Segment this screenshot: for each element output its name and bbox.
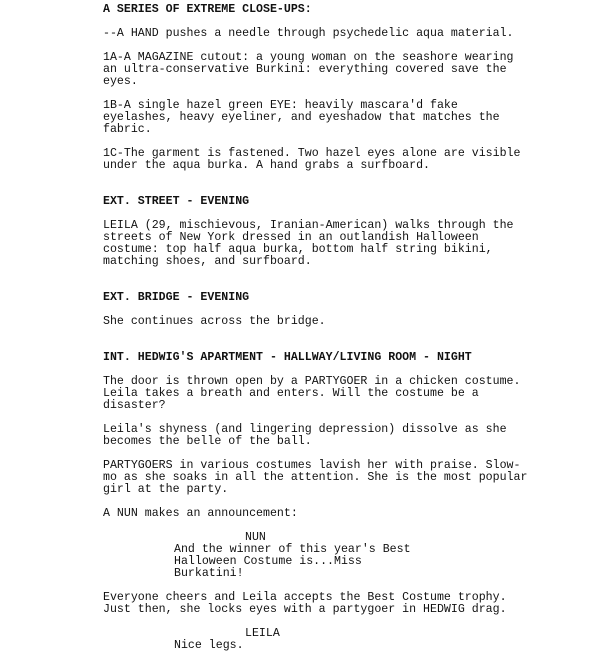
action-line: costume: top half aqua burka, bottom half string bikini, <box>103 243 493 256</box>
character-name-nun: NUN <box>245 531 266 544</box>
action-line: The door is thrown open by a PARTYGOER in a chicken costume. <box>103 375 521 388</box>
action-line: Just then, she locks eyes with a partygoer in HEDWIG drag. <box>103 603 507 616</box>
action-line: --A HAND pushes a needle through psychedelic aqua material. <box>103 27 514 40</box>
action-line: Leila's shyness (and lingering depression) dissolve as she <box>103 423 507 436</box>
action-line: 1A-A MAGAZINE cutout: a young woman on the seashore wearing <box>103 51 514 64</box>
action-line: disaster? <box>103 399 166 412</box>
action-line: girl at the party. <box>103 483 229 496</box>
heading-close-ups: A SERIES OF EXTREME CLOSE-UPS: <box>103 3 312 16</box>
dialogue-line: And the winner of this year's Best <box>174 543 411 556</box>
action-line: matching shoes, and surfboard. <box>103 255 312 268</box>
character-name-leila: LEILA <box>245 627 280 640</box>
scene-heading-street: EXT. STREET - EVENING <box>103 195 250 208</box>
action-line: LEILA (29, mischievous, Iranian-American) walks through the <box>103 219 514 232</box>
action-line: She continues across the bridge. <box>103 315 326 328</box>
dialogue-line: Halloween Costume is...Miss <box>174 555 362 568</box>
dialogue-line: Nice legs. <box>174 639 244 652</box>
dialogue-line: Burkatini! <box>174 567 244 580</box>
action-line: A NUN makes an announcement: <box>103 507 298 520</box>
action-line: Everyone cheers and Leila accepts the Best Costume trophy. <box>103 591 507 604</box>
action-line: PARTYGOERS in various costumes lavish her with praise. Slow- <box>103 459 521 472</box>
action-line: becomes the belle of the ball. <box>103 435 312 448</box>
action-line: eyes. <box>103 75 138 88</box>
action-line: fabric. <box>103 123 152 136</box>
action-line: Leila takes a breath and enters. Will the costume be a <box>103 387 479 400</box>
scene-heading-bridge: EXT. BRIDGE - EVENING <box>103 291 250 304</box>
action-line: 1C-The garment is fastened. Two hazel eyes alone are visible <box>103 147 521 160</box>
action-line: an ultra-conservative Burkini: everything covered save the <box>103 63 507 76</box>
action-line: under the aqua burka. A hand grabs a surfboard. <box>103 159 430 172</box>
action-line: eyelashes, heavy eyeliner, and eyeshadow that matches the <box>103 111 500 124</box>
action-line: streets of New York dressed in an outlandish Halloween <box>103 231 479 244</box>
scene-heading-apartment: INT. HEDWIG'S APARTMENT - HALLWAY/LIVING ROOM - NIGHT <box>103 351 472 364</box>
action-line: 1B-A single hazel green EYE: heavily mascara'd fake <box>103 99 458 112</box>
action-line: mo as she soaks in all the attention. She is the most popular <box>103 471 528 484</box>
